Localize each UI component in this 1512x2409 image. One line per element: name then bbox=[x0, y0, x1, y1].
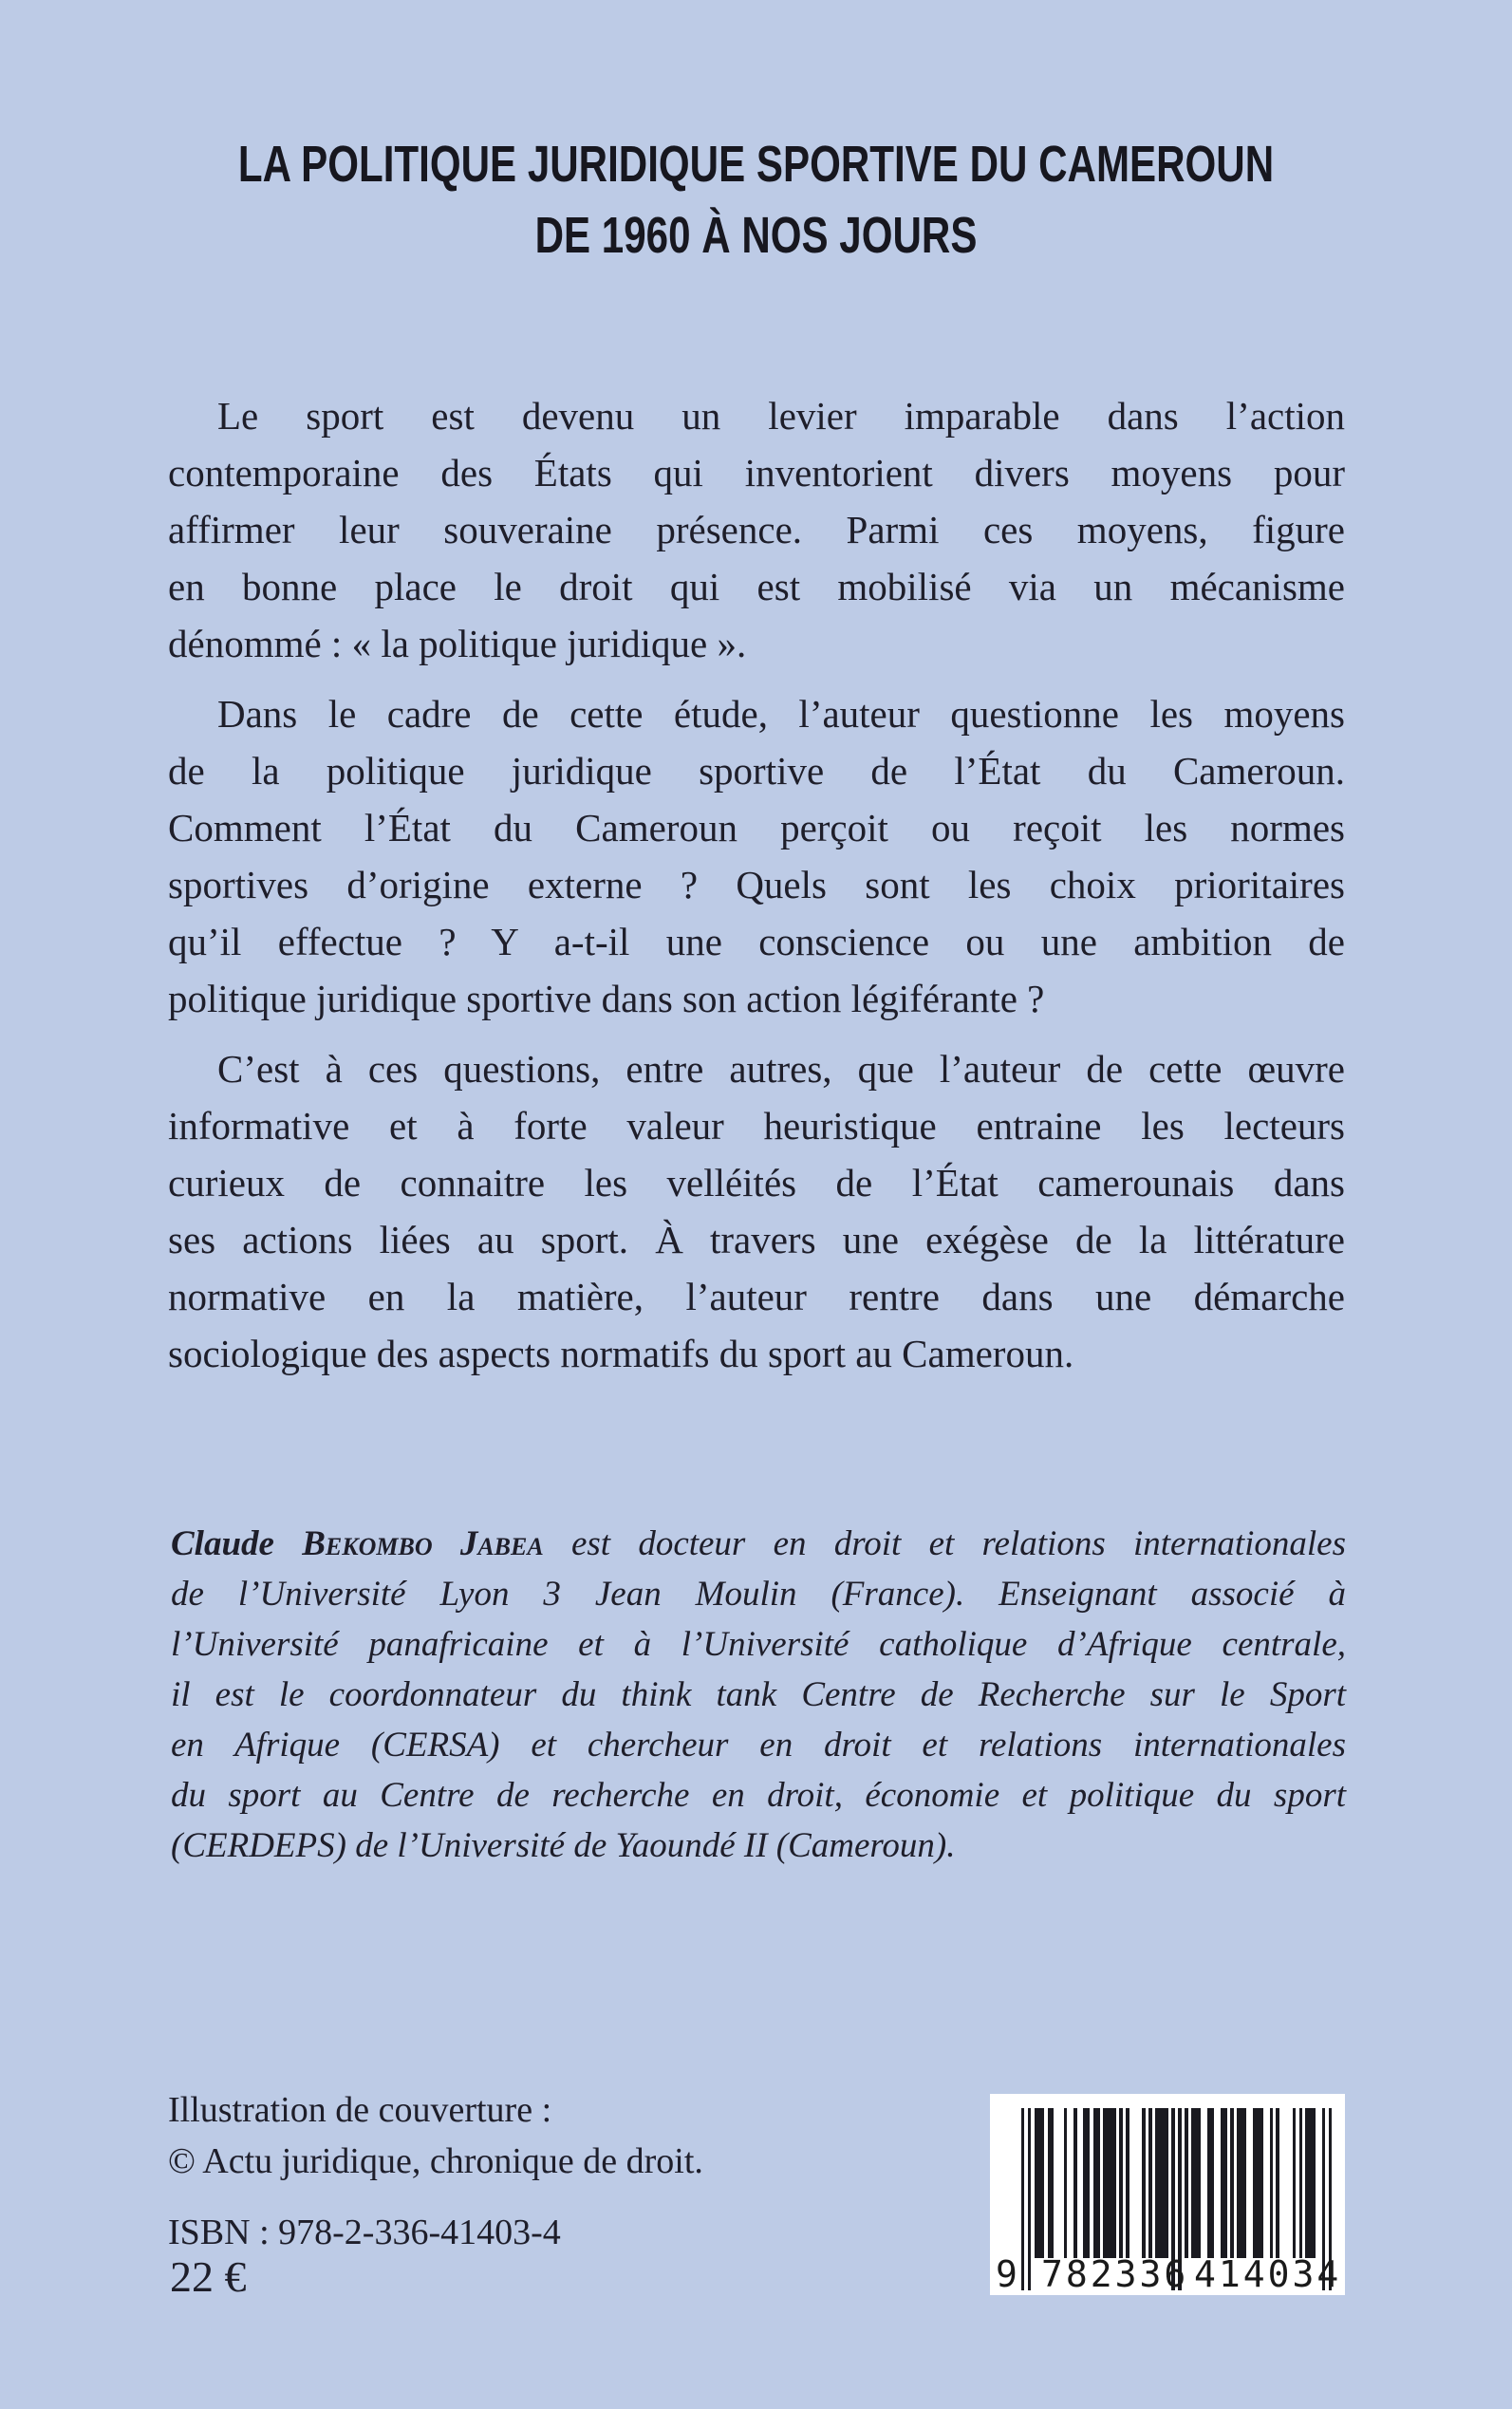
book-title-line-2: DE 1960 À NOS JOURS bbox=[534, 207, 978, 264]
price: 22 € bbox=[170, 2252, 247, 2301]
illustration-credit-line-2: © Actu juridique, chronique de droit. bbox=[168, 2141, 703, 2181]
text-line: ses actions liées au sport. À travers une exégèse de la littérature bbox=[168, 1218, 1345, 1261]
text-line: contemporaine des États qui inventorient divers moyens pour bbox=[168, 451, 1345, 495]
text-line: sociologique des aspects normatifs du sport au Cameroun. bbox=[168, 1332, 1074, 1375]
book-title-line-1: LA POLITIQUE JURIDIQUE SPORTIVE DU CAMEROUN bbox=[237, 136, 1275, 193]
barcode-digit-first: 9 bbox=[996, 2253, 1017, 2295]
text-line: affirmer leur souveraine présence. Parmi ces moyens, figure bbox=[168, 508, 1345, 551]
bio-line: il est le coordonnateur du think tank Centre de Recherche sur le Sport bbox=[171, 1675, 1346, 1714]
text-line: normative en la matière, l’auteur rentre dans une démarche bbox=[168, 1275, 1345, 1318]
bio-line-rest: est docteur en droit et relations internationales bbox=[543, 1524, 1347, 1563]
illustration-credit bbox=[168, 2084, 889, 2187]
book-title bbox=[166, 129, 1346, 271]
text-line: qu’il effectue ? Y a-t-il une conscience ou une ambition de bbox=[168, 920, 1345, 963]
barcode bbox=[990, 2094, 1345, 2295]
text-line: sportives d’origine externe ? Quels sont les choix prioritaires bbox=[168, 863, 1345, 906]
text-line: Le sport est devenu un levier imparable dans l’action bbox=[217, 394, 1345, 438]
illustration-credit-line-1: Illustration de couverture : bbox=[168, 2090, 552, 2130]
synopsis bbox=[168, 387, 1345, 1382]
text-line: politique juridique sportive dans son action légiférante ? bbox=[168, 977, 1045, 1020]
text-line: de la politique juridique sportive de l’État du Cameroun. bbox=[168, 749, 1345, 793]
author-bio bbox=[171, 1519, 1346, 1871]
author-last-name: Bekombo Jabea bbox=[302, 1524, 544, 1563]
text-line: en bonne place le droit qui est mobilisé via un mécanisme bbox=[168, 565, 1345, 608]
synopsis-paragraph-2 bbox=[168, 685, 1345, 1027]
text-line: C’est à ces questions, entre autres, que l’auteur de cette œuvre bbox=[217, 1047, 1345, 1091]
bio-line: du sport au Centre de recherche en droit, économie et politique du sport bbox=[171, 1776, 1346, 1815]
bio-line: en Afrique (CERSA) et chercheur en droit et relations internationales bbox=[171, 1726, 1346, 1765]
author-first-name: Claude bbox=[171, 1524, 303, 1563]
bio-line: l’Université panafricaine et à l’Université catholique d’Afrique centrale, bbox=[171, 1625, 1346, 1664]
bio-line: (CERDEPS) de l’Université de Yaoundé II (Cameroun). bbox=[171, 1826, 956, 1865]
barcode-digits-right: 414034 bbox=[1194, 2253, 1342, 2295]
text-line: informative et à forte valeur heuristique entraine les lecteurs bbox=[168, 1104, 1345, 1148]
isbn: ISBN : 978-2-336-41403-4 bbox=[168, 2213, 561, 2252]
text-line: curieux de connaitre les velléités de l’État camerounais dans bbox=[168, 1161, 1345, 1204]
bio-line bbox=[171, 1519, 1346, 1569]
barcode-digits-left: 782336 bbox=[1041, 2253, 1189, 2295]
text-line: dénommé : « la politique juridique ». bbox=[168, 622, 747, 665]
text-line: Dans le cadre de cette étude, l’auteur questionne les moyens bbox=[217, 692, 1345, 736]
synopsis-paragraph-1 bbox=[168, 387, 1345, 672]
text-line: Comment l’État du Cameroun perçoit ou reçoit les normes bbox=[168, 806, 1345, 850]
bio-line: de l’Université Lyon 3 Jean Moulin (France). Enseignant associé à bbox=[171, 1575, 1346, 1614]
barcode-digits bbox=[990, 2253, 1345, 2295]
synopsis-paragraph-3 bbox=[168, 1040, 1345, 1382]
